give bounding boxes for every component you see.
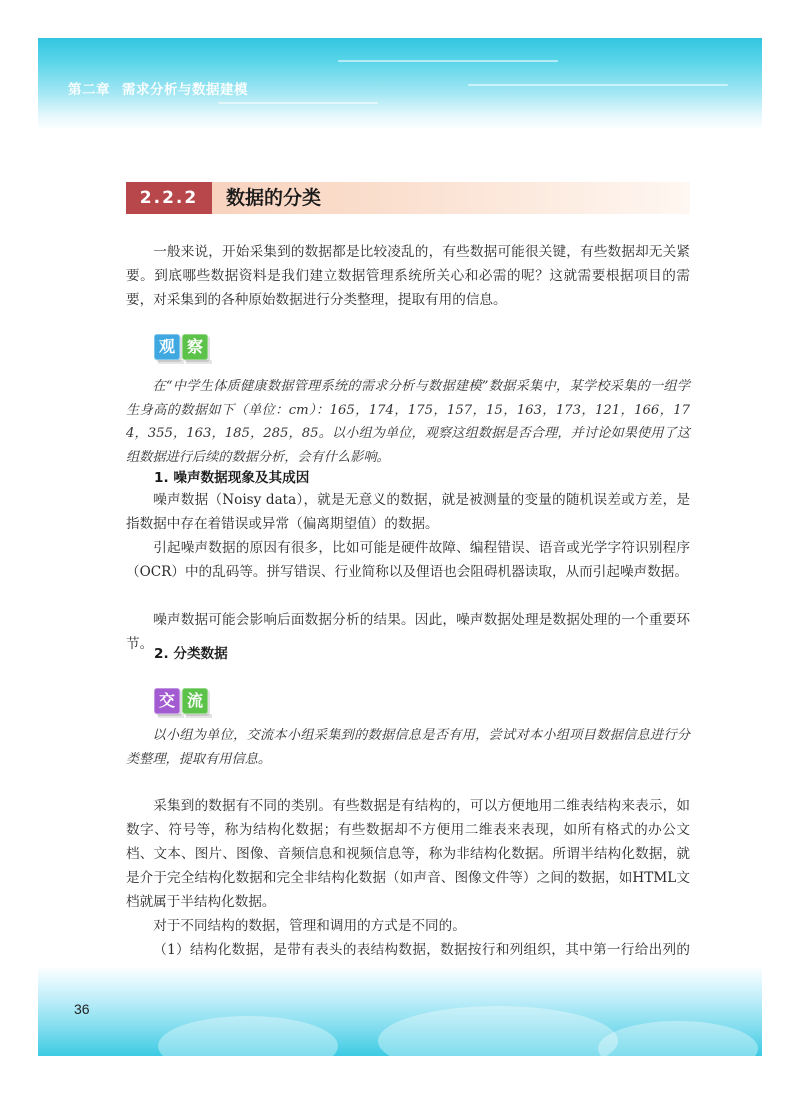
noise-paragraph-3: 噪声数据可能会影响后面数据分析的结果。因此，噪声数据处理是数据处理的一个重要环节。 [126,612,690,652]
footer-decor [598,1021,758,1056]
noise-paragraph-2: 引起噪声数据的原因有很多，比如可能是硬件故障、编程错误、语音或光学字符识别程序（OCR）中的乱码等。拼写错误、行业简称以及俚语也会阻碍机器读取，从而引起噪声数据。 [126,540,690,580]
exchange-badge-char-1: 交 [154,688,180,714]
body-paragraph-1: 采集到的数据有不同的类别。有些数据是有结构的，可以方便地用二维表结构来表示，如数字、符号等，称为结构化数据；有些数据却不方便用二维表来表现，如所有格式的办公文档、文本、图片、图像、音频信息和视频信息等，称为非结构化数据。所谓半结构化数据，就是介于完全结构化数据和完全非结构化数据（如声音、图像文件等）之间的数据，如HTML文档就属于半结构化数据。 [126,798,690,910]
header-band [38,38,762,130]
section-number: 2.2.2 [126,182,212,214]
page [38,38,762,1056]
section-title: 数据的分类 [226,187,322,209]
exchange-badge [154,688,208,718]
footer-decor [158,1016,338,1056]
body-paragraph-3: （1）结构化数据，是带有表头的表结构数据，数据按行和列组织，其中第一行给出列的 [153,942,690,958]
chapter-label: 第二章 [68,82,110,98]
observe-badge [154,334,208,364]
exchange-badge-char-2: 流 [182,688,208,714]
noise-paragraph-1: 噪声数据（Noisy data），就是无意义的数据，就是被测量的变量的随机误差或方差，是指数据中存在着错误或异常（偏离期望值）的数据。 [126,492,690,532]
intro-paragraph: 一般来说，开始采集到的数据都是比较凌乱的，有些数据可能很关键，有些数据却无关紧要。到底哪些数据资料是我们建立数据管理系统所关心和必需的呢？这就需要根据项目的需要，对采集到的各种原始数据进行分类整理，提取有用的信息。 [126,244,690,308]
chapter-name: 需求分析与数据建模 [122,82,248,98]
observe-badge-char-2: 察 [182,334,208,360]
observe-badge-char-1: 观 [154,334,180,360]
header-decor [338,60,558,62]
noise-heading: 1. 噪声数据现象及其成因 [154,470,310,486]
exchange-text: 以小组为单位，交流本小组采集到的数据信息是否有用，尝试对本小组项目数据信息进行分类整理，提取有用信息。 [126,728,690,767]
body-paragraph-2: 对于不同结构的数据，管理和调用的方式是不同的。 [153,918,466,934]
footer-decor [378,1006,618,1056]
chapter-title [68,78,248,98]
classify-heading: 2. 分类数据 [154,646,228,662]
page-number: 36 [74,1001,90,1017]
header-decor [218,102,378,104]
header-decor [468,84,728,86]
footer-band [38,966,762,1056]
observe-text: 在“中学生体质健康数据管理系统的需求分析与数据建模”数据采集中，某学校采集的一组学生身高的数据如下（单位：cm）：165，174，175，157，15，163，173，121，166，174，355，163，185，285，85。以小组为单位，观察这组数据是否合理，并讨论如果使用了这组数据进行后续的数据分析，会有什么影响。 [126,379,690,465]
section-heading [126,182,690,214]
